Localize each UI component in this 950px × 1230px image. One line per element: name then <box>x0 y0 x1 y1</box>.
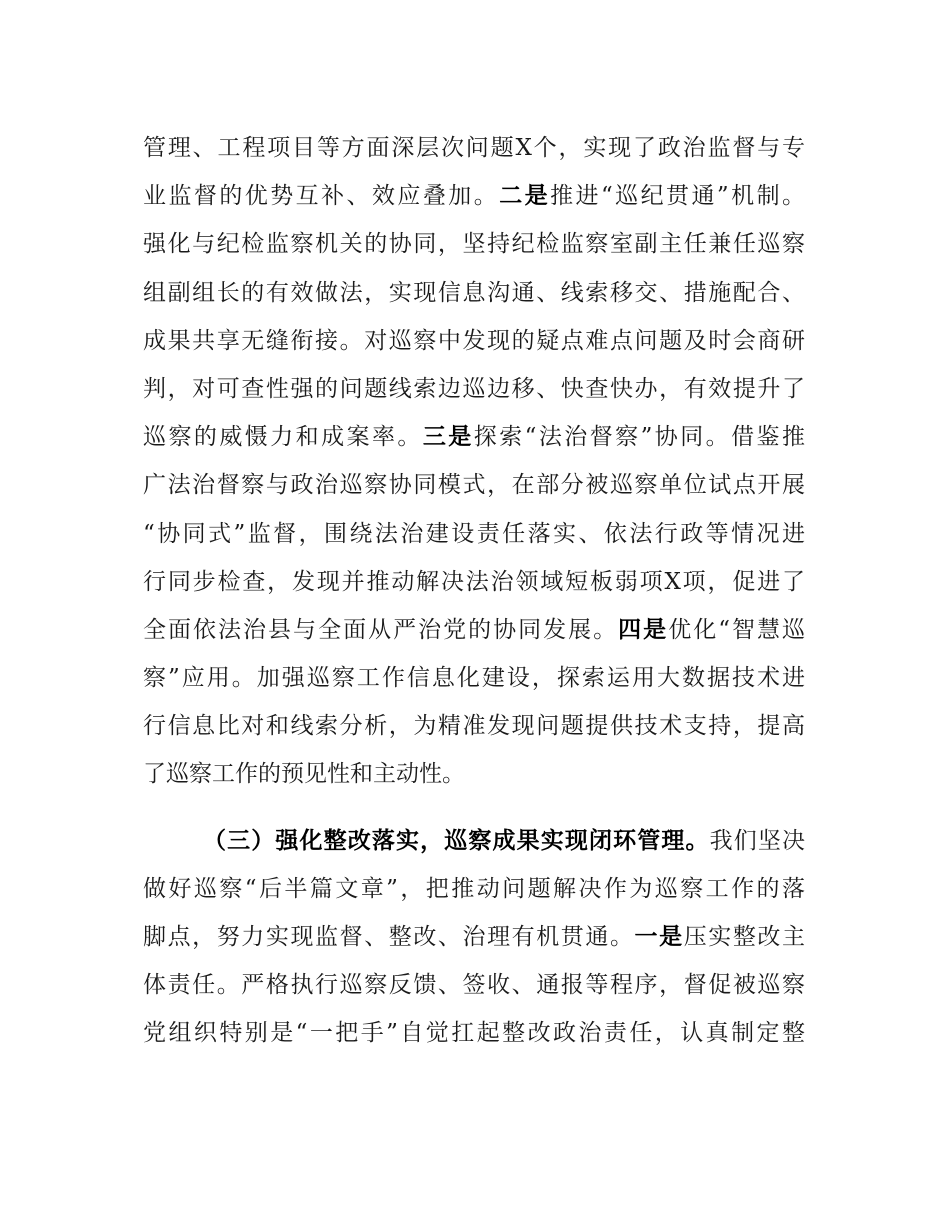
text-line: 判，对可查性强的问题线索边巡边移、快查快办，有效提升了 <box>143 375 805 402</box>
text-line: 巡察的威慑力和成案率。三是探索“法治督察”协同。借鉴推 <box>143 424 806 451</box>
emphasis-marker: 四是 <box>618 616 669 643</box>
text-line: 了巡察工作的预见性和主动性。 <box>143 761 465 788</box>
text-line: 脚点，努力实现监督、整改、治理有机贯通。一是压实整改主 <box>143 924 806 950</box>
text-line: 业监督的优势互补、效应叠加。二是推进“巡纪贯通”机制。 <box>143 183 806 210</box>
paragraph-rectification <box>143 817 805 1058</box>
text-line: 管理、工程项目等方面深层次问题X个，实现了政治监督与专 <box>143 135 805 161</box>
text-line: 做好巡察“后半篇文章”，把推动问题解决作为巡察工作的落 <box>143 875 805 902</box>
text-line: 成果共享无缝衔接。对巡察中发现的疑点难点问题及时会商研 <box>143 327 805 354</box>
text-line: 行同步检查，发现并推动解决法治领域短板弱项X项，促进了 <box>143 568 805 595</box>
emphasis-marker: 二是 <box>499 183 551 210</box>
paragraph-spacer <box>143 799 805 817</box>
section-heading-line: （三）强化整改落实，巡察成果实现闭环管理。我们坚决 <box>203 827 805 854</box>
text-line: 党组织特别是“一把手”自觉扛起整改政治责任，认真制定整 <box>143 1020 805 1047</box>
text-line: “协同式”监督，围绕法治建设责任落实、依法行政等情况进 <box>143 520 805 547</box>
paragraph-inspection-integration <box>143 124 805 799</box>
emphasis-marker: 一是 <box>634 924 684 950</box>
section-heading: （三）强化整改落实，巡察成果实现闭环管理。 <box>203 827 710 854</box>
emphasis-marker: 三是 <box>422 424 474 451</box>
text-line: 体责任。严格执行巡察反馈、签收、通报等程序，督促被巡察 <box>143 972 805 999</box>
text-line: 察”应用。加强巡察工作信息化建设，探索运用大数据技术进 <box>143 665 805 692</box>
text-line: 广法治督察与政治巡察协同模式，在部分被巡察单位试点开展 <box>143 472 805 499</box>
text-line: 全面依法治县与全面从严治党的协同发展。四是优化“智慧巡 <box>143 616 806 643</box>
document-page <box>143 124 805 1058</box>
text-line: 强化与纪检监察机关的协同，坚持纪检监察室副主任兼任巡察 <box>143 231 805 258</box>
text-line: 组副组长的有效做法，实现信息沟通、线索移交、措施配合、 <box>143 279 805 306</box>
text-line: 行信息比对和线索分析，为精准发现问题提供技术支持，提高 <box>143 713 805 740</box>
